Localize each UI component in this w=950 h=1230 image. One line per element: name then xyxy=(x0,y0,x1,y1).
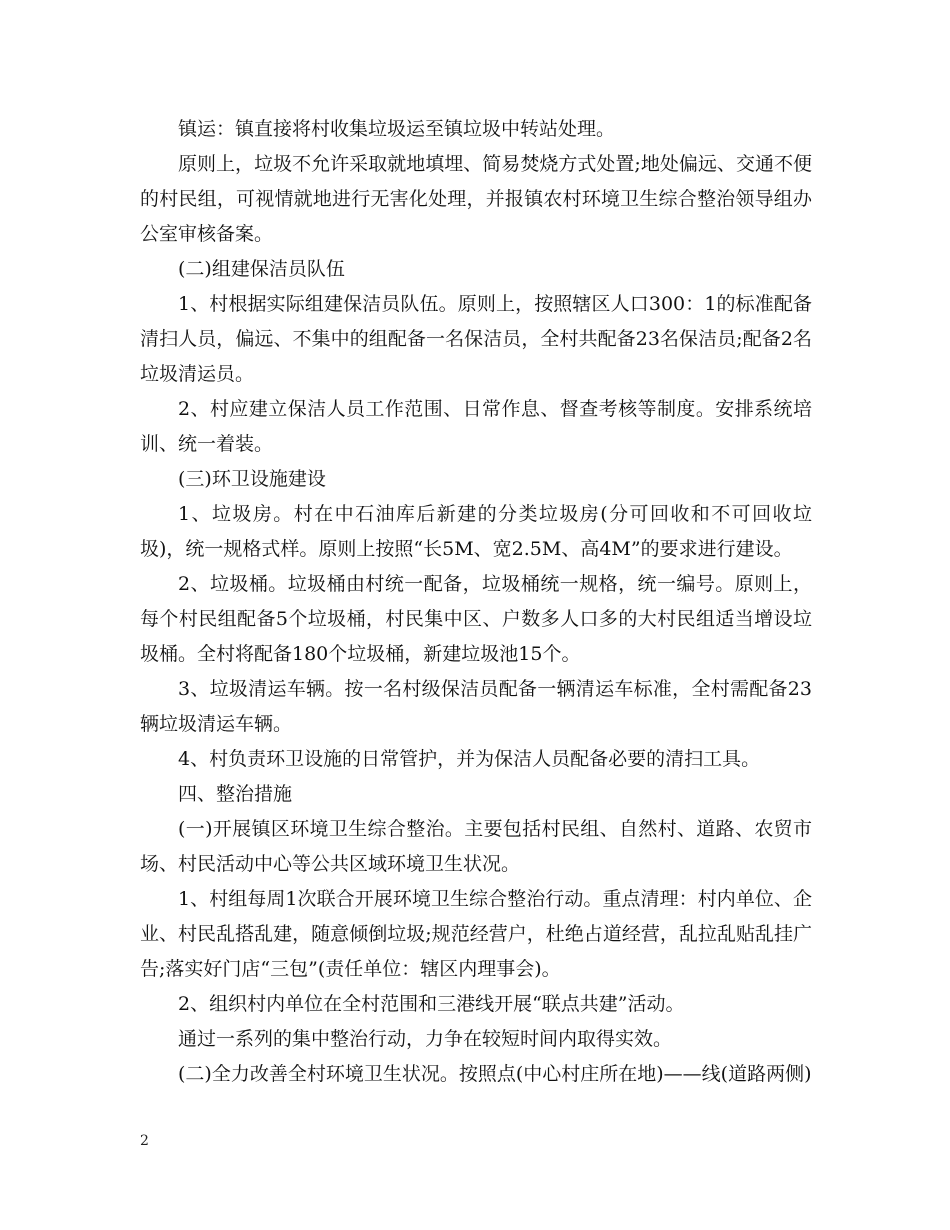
paragraph: (二)全力改善全村环境卫生状况。按照点(中心村庄所在地)——线(道路两侧) xyxy=(178,1063,812,1085)
paragraph: 镇运：镇直接将村收集垃圾运至镇垃圾中转站处理。 xyxy=(178,118,616,140)
section-heading: 四、整治措施 xyxy=(178,783,293,805)
paragraph: 1、村根据实际组建保洁员队伍。原则上，按照辖区人口300：1的标准配备清扫人员，偏远、不集中的组配备一名保洁员，全村共配备23名保洁员;配备2名垃圾清运员。 xyxy=(140,293,812,385)
page-number: 2 xyxy=(140,1133,149,1149)
paragraph: 2、组织村内单位在全村范围和三港线开展“联点共建”活动。 xyxy=(178,993,685,1015)
paragraph: 原则上，垃圾不允许采取就地填埋、简易焚烧方式处置;地处偏远、交通不便的村民组，可视情就地进行无害化处理，并报镇农村环境卫生综合整治领导组办公室审核备案。 xyxy=(140,153,812,245)
paragraph: 2、垃圾桶。垃圾桶由村统一配备，垃圾桶统一规格，统一编号。原则上，每个村民组配备5个垃圾桶，村民集中区、户数多人口多的大村民组适当增设垃圾桶。全村将配备180个垃圾桶，新建垃圾池15个。 xyxy=(140,573,812,665)
document-body xyxy=(140,112,812,1092)
paragraph: 4、村负责环卫设施的日常管护，并为保洁人员配备必要的清扫工具。 xyxy=(178,748,761,770)
paragraph: 通过一系列的集中整治行动，力争在较短时间内取得实效。 xyxy=(178,1028,673,1050)
paragraph: 3、垃圾清运车辆。按一名村级保洁员配备一辆清运车标准，全村需配备23辆垃圾清运车辆。 xyxy=(140,678,812,735)
paragraph: (一)开展镇区环境卫生综合整治。主要包括村民组、自然村、道路、农贸市场、村民活动中心等公共区域环境卫生状况。 xyxy=(140,818,812,875)
paragraph: 2、村应建立保洁人员工作范围、日常作息、督查考核等制度。安排系统培训、统一着装。 xyxy=(140,398,812,455)
section-heading: (二)组建保洁员队伍 xyxy=(178,258,345,280)
paragraph: 1、村组每周1次联合开展环境卫生综合整治行动。重点清理：村内单位、企业、村民乱搭乱建，随意倾倒垃圾;规范经营户，杜绝占道经营，乱拉乱贴乱挂广告;落实好门店“三包”(责任单位：辖区内理事会)。 xyxy=(140,888,812,980)
paragraph: 1、垃圾房。村在中石油库后新建的分类垃圾房(分可回收和不可回收垃圾)，统一规格式样。原则上按照“长5M、宽2.5M、高4M”的要求进行建设。 xyxy=(140,503,812,560)
section-heading: (三)环卫设施建设 xyxy=(178,468,326,490)
